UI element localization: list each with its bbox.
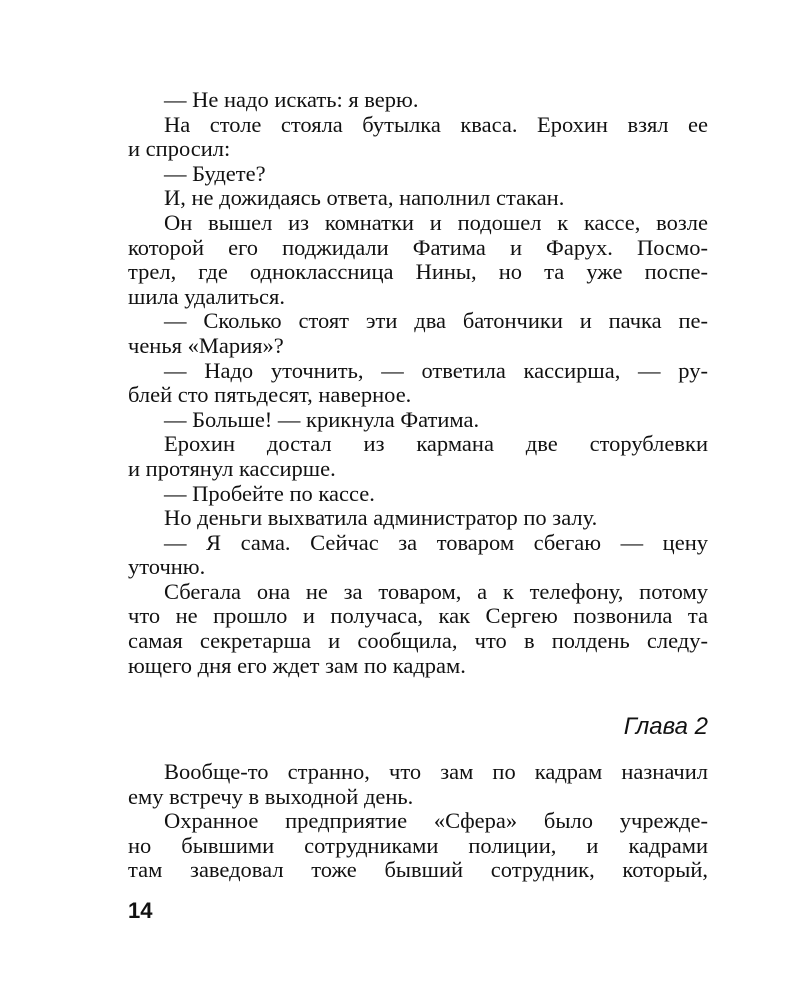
text-line: ющего дня его ждет зам по кадрам. [128, 652, 466, 678]
page-number: 14 [128, 898, 153, 923]
main-text-block [128, 88, 708, 678]
text-line: шила удалиться. [128, 283, 285, 309]
text-line: и спросил: [128, 136, 231, 162]
text-line: там заведовал тоже бывший сотрудник, который, [128, 857, 708, 883]
text-line: самая секретарша и сообщила, что в полдень следу- [128, 628, 708, 654]
text-line: — Пробейте по кассе. [164, 480, 375, 506]
text-line: — Сколько стоят эти два батончики и пачка пе- [164, 308, 708, 334]
text-line: Он вышел из комнатки и подошел к кассе, возле [164, 209, 708, 235]
text-line: И, не дожидаясь ответа, наполнил стакан. [164, 185, 565, 211]
text-line: На столе стояла бутылка кваса. Ерохин взял ее [164, 111, 708, 137]
text-line: ченья «Мария»? [128, 332, 284, 358]
text-line: и протянул кассирше. [128, 455, 336, 481]
text-line: — Больше! — крикнула Фатима. [164, 406, 480, 432]
text-line: — Будете? [164, 160, 266, 186]
text-line: — Я сама. Сейчас за товаром сбегаю — цену [164, 529, 708, 555]
text-line: уточню. [128, 554, 206, 580]
text-line: — Не надо искать: я верю. [164, 87, 419, 112]
chapter-text-block [128, 760, 708, 883]
text-line: трел, где одноклассница Нины, но та уже поспе- [128, 259, 708, 285]
text-line: Ерохин достал из кармана две сторублевки [164, 431, 708, 457]
text-line: ему встречу в выходной день. [128, 783, 414, 809]
text-line: Охранное предприятие «Сфера» было учрежде- [164, 808, 708, 834]
chapter-heading: Глава 2 [623, 713, 708, 740]
text-line: Сбегала она не за товаром, а к телефону, потому [164, 578, 708, 604]
text-line: — Надо уточнить, — ответила кассирша, — ру- [164, 357, 708, 383]
text-line: блей сто пятьдесят, наверное. [128, 382, 412, 408]
text-line: Вообще-то странно, что зам по кадрам назначил [164, 759, 708, 784]
text-line: что не прошло и получаса, как Сергею позвонила та [128, 603, 708, 629]
text-line: Но деньги выхватила администратор по залу. [164, 505, 598, 531]
text-line: которой его поджидали Фатима и Фарух. Посмо- [128, 234, 708, 260]
text-line: но бывшими сотрудниками полиции, и кадрами [128, 832, 708, 858]
